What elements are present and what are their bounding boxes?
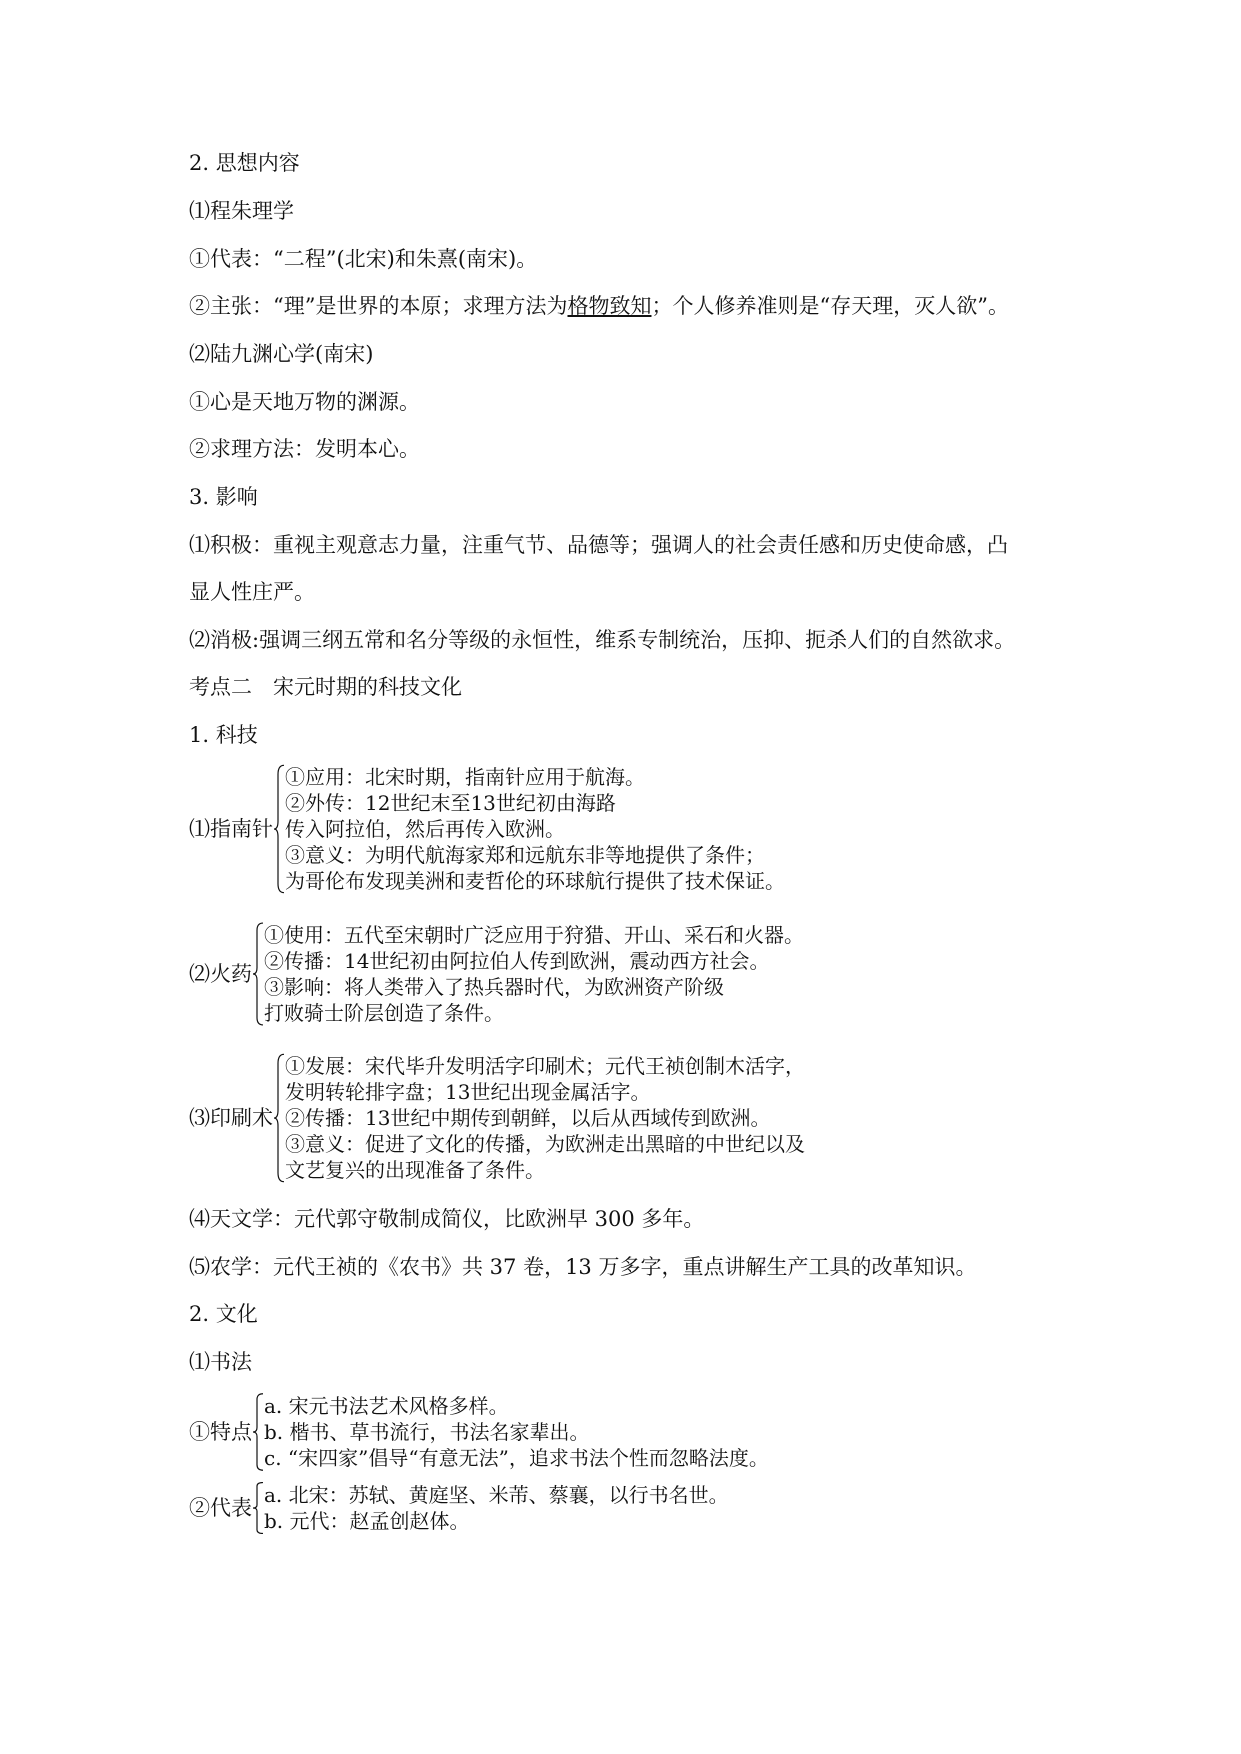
compass-label: ⑴指南针 [189, 817, 273, 841]
gunpowder-item: 打败骑士阶层创造了条件。 [264, 1001, 504, 1025]
gunpowder-label: ⑵火药 [189, 962, 252, 986]
claim-pre: ②主张：“理”是世界的本原；求理方法为 [189, 294, 568, 318]
claim-post: ；个人修养准则是“存天理，灭人欲”。 [651, 294, 1009, 318]
left-brace-icon [273, 1053, 285, 1183]
printing-label: ⑶印刷术 [189, 1106, 273, 1130]
gunpowder-items [264, 922, 804, 1026]
features-item: a. 宋元书法艺术风格多样。 [264, 1394, 509, 1418]
representatives-block [189, 1482, 729, 1534]
chengzhu-representative: ①代表：“二程”(北宋)和朱熹(南宋)。 [189, 247, 538, 271]
gunpowder-item: ①使用：五代至宋朝时广泛应用于狩猎、开山、采石和火器。 [264, 923, 804, 947]
gunpowder-block [189, 922, 804, 1026]
section-2-title: 2. 思想内容 [189, 151, 300, 175]
agriculture-line: ⑸农学：元代王祯的《农书》共 37 卷，13 万多字，重点讲解生产工具的改革知识。 [189, 1255, 977, 1279]
left-brace-icon [273, 764, 285, 894]
lu-point-1: ①心是天地万物的渊源。 [189, 390, 420, 414]
compass-item: 为哥伦布发现美洲和麦哲伦的环球航行提供了技术保证。 [285, 869, 785, 893]
chengzhu-claim [189, 292, 1009, 320]
gunpowder-item: ③影响：将人类带入了热兵器时代，为欧洲资产阶级 [264, 975, 724, 999]
compass-block [189, 764, 785, 894]
representatives-item: a. 北宋：苏轼、黄庭坚、米芾、蔡襄，以行书名世。 [264, 1483, 729, 1507]
compass-item: ①应用：北宋时期，指南针应用于航海。 [285, 765, 645, 789]
compass-item: ②外传：12世纪末至13世纪初由海路 [285, 791, 616, 815]
positive-line-1: ⑴积极：重视主观意志力量，注重气节、品德等；强调人的社会责任感和历史使命感，凸 [189, 533, 1008, 557]
chengzhu-title: ⑴程朱理学 [189, 199, 294, 223]
section-3-title: 3. 影响 [189, 485, 258, 509]
printing-item: 发明转轮排字盘；13世纪出现金属活字。 [285, 1080, 651, 1104]
gunpowder-item: ②传播：14世纪初由阿拉伯人传到欧洲，震动西方社会。 [264, 949, 770, 973]
printing-item: ①发展：宋代毕升发明活字印刷术；元代王祯创制木活字， [285, 1054, 805, 1078]
calligraphy-title: ⑴书法 [189, 1350, 252, 1374]
printing-block [189, 1053, 805, 1183]
features-item: b. 楷书、草书流行，书法名家辈出。 [264, 1420, 590, 1444]
representatives-item: b. 元代：赵孟创赵体。 [264, 1509, 470, 1533]
printing-items [285, 1053, 805, 1183]
features-block [189, 1393, 769, 1471]
features-item: c. “宋四家”倡导“有意无法”，追求书法个性而忽略法度。 [264, 1446, 769, 1470]
positive-line-2: 显人性庄严。 [189, 580, 315, 604]
features-items [264, 1393, 769, 1471]
left-brace-icon [252, 1393, 264, 1471]
features-label: ①特点 [189, 1420, 252, 1444]
left-brace-icon [252, 922, 264, 1026]
representatives-label: ②代表 [189, 1496, 252, 1520]
negative-line: ⑵消极:强调三纲五常和名分等级的永恒性，维系专制统治，压抑、扼杀人们的自然欲求。 [189, 628, 1016, 652]
lu-title: ⑵陆九渊心学(南宋) [189, 342, 374, 366]
lu-point-2: ②求理方法：发明本心。 [189, 437, 420, 461]
printing-item: 文艺复兴的出现准备了条件。 [285, 1158, 545, 1182]
representatives-items [264, 1482, 729, 1534]
compass-item: ③意义：为明代航海家郑和远航东非等地提供了条件； [285, 843, 765, 867]
culture-title: 2. 文化 [189, 1302, 258, 1326]
keji-title: 1. 科技 [189, 723, 258, 747]
printing-item: ③意义：促进了文化的传播，为欧洲走出黑暗的中世纪以及 [285, 1132, 805, 1156]
compass-item: 传入阿拉伯，然后再传入欧洲。 [285, 817, 565, 841]
left-brace-icon [252, 1482, 264, 1534]
compass-items [285, 764, 785, 894]
printing-item: ②传播：13世纪中期传到朝鲜，以后从西域传到欧洲。 [285, 1106, 771, 1130]
claim-underlined: 格物致知 [567, 294, 652, 318]
kaodian-2-title: 考点二 宋元时期的科技文化 [189, 675, 462, 699]
astronomy-line: ⑷天文学：元代郭守敬制成简仪，比欧洲早 300 多年。 [189, 1207, 705, 1231]
